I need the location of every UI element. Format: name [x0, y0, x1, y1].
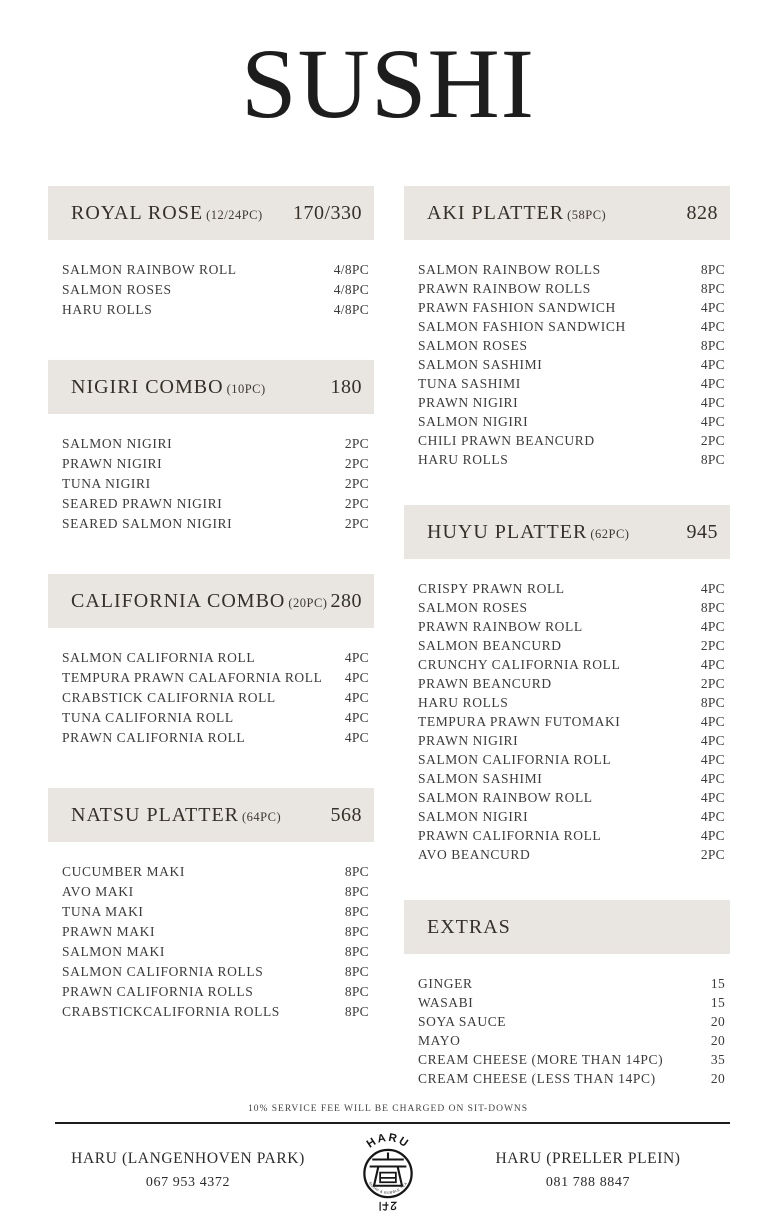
- sushi-menu-page: [0, 30, 776, 1230]
- menu-item-name: PRAWN RAINBOW ROLL: [418, 619, 583, 634]
- menu-item-name: GINGER: [418, 976, 473, 991]
- menu-item: [418, 298, 725, 317]
- footer-divider: [55, 1122, 730, 1124]
- haru-logo: [340, 1128, 436, 1212]
- menu-item-name: SALMON NIGIRI: [62, 436, 173, 451]
- menu-item-qty: 4PC: [700, 828, 725, 843]
- section-title: ROYAL ROSE (12/24PC): [71, 201, 263, 224]
- menu-item-name: TEMPURA PRAWN FUTOMAKI: [418, 714, 621, 729]
- menu-columns: [0, 186, 776, 1088]
- menu-item: [62, 902, 369, 922]
- menu-item-qty: 4PC: [700, 809, 725, 824]
- menu-item: [418, 579, 725, 598]
- section-piece-count: (62PC): [590, 526, 630, 541]
- menu-item-qty: 4PC: [700, 657, 725, 672]
- menu-item-name: SOYA SAUCE: [418, 1014, 507, 1029]
- menu-item: [418, 769, 725, 788]
- menu-item-qty: 4PC: [344, 730, 369, 745]
- menu-item-name: HARU ROLLS: [62, 302, 153, 317]
- menu-item-name: PRAWN CALIFORNIA ROLL: [418, 828, 602, 843]
- section-title: EXTRAS: [427, 915, 511, 938]
- menu-item: [418, 807, 725, 826]
- menu-item-name: SALMON BEANCURD: [418, 638, 562, 653]
- menu-item: [62, 648, 369, 668]
- menu-item: [418, 393, 725, 412]
- menu-item-qty: 2PC: [700, 638, 725, 653]
- menu-section-extras: [404, 900, 730, 1088]
- section-title: HUYU PLATTER (62PC): [427, 520, 630, 543]
- menu-item-qty: 35: [710, 1052, 725, 1067]
- section-title: NIGIRI COMBO (10PC): [71, 375, 266, 398]
- menu-item-name: SALMON NIGIRI: [418, 414, 529, 429]
- section-header-extras: [404, 900, 730, 954]
- menu-item-qty: 4PC: [700, 581, 725, 596]
- menu-item-qty: 8PC: [700, 600, 725, 615]
- menu-item-qty: 8PC: [344, 904, 369, 919]
- menu-item: [418, 731, 725, 750]
- menu-section-aki-platter: [404, 186, 730, 469]
- menu-item: [62, 280, 369, 300]
- menu-item-name: CRISPY PRAWN ROLL: [418, 581, 565, 596]
- menu-item-qty: 8PC: [344, 884, 369, 899]
- menu-section-huyu-platter: [404, 505, 730, 864]
- menu-item: [418, 1012, 725, 1031]
- menu-item-qty: 4PC: [700, 357, 725, 372]
- menu-item-qty: 4PC: [700, 771, 725, 786]
- menu-item: [62, 260, 369, 280]
- menu-item-name: SALMON RAINBOW ROLL: [418, 790, 593, 805]
- section-price: 170/330: [292, 201, 362, 224]
- menu-item: [418, 655, 725, 674]
- menu-item: [62, 708, 369, 728]
- menu-item-name: PRAWN NIGIRI: [62, 456, 163, 471]
- menu-item-qty: 4PC: [700, 300, 725, 315]
- menu-item-qty: 8PC: [700, 262, 725, 277]
- location-langenhoven-park: [36, 1150, 340, 1191]
- menu-item-qty: 4PC: [344, 690, 369, 705]
- menu-item-qty: 4PC: [700, 619, 725, 634]
- menu-item: [418, 974, 725, 993]
- menu-item-name: SEARED SALMON NIGIRI: [62, 516, 233, 531]
- menu-item: [62, 434, 369, 454]
- menu-section-natsu-platter: [48, 788, 374, 1022]
- menu-item: [62, 728, 369, 748]
- menu-item-qty: 8PC: [700, 338, 725, 353]
- menu-item: [62, 300, 369, 320]
- menu-item: [418, 317, 725, 336]
- menu-item-qty: 15: [710, 976, 725, 991]
- menu-item: [62, 922, 369, 942]
- section-items: [48, 648, 374, 748]
- location-name: HARU (PRELLER PLEIN): [495, 1149, 681, 1167]
- menu-item-qty: 4/8PC: [333, 262, 369, 277]
- menu-item-name: SALMON ROSES: [418, 338, 528, 353]
- section-piece-count: (58PC): [567, 207, 607, 222]
- menu-item-name: MAYO: [418, 1033, 461, 1048]
- menu-item-qty: 2PC: [700, 433, 725, 448]
- section-piece-count: (12/24PC): [206, 207, 263, 222]
- menu-item: [418, 260, 725, 279]
- menu-item: [62, 454, 369, 474]
- menu-item-qty: 8PC: [344, 984, 369, 999]
- menu-item-qty: 4PC: [344, 710, 369, 725]
- menu-item-qty: 8PC: [344, 924, 369, 939]
- menu-item-name: CREAM CHEESE (MORE THAN 14PC): [418, 1052, 664, 1067]
- menu-item-name: AVO BEANCURD: [418, 847, 531, 862]
- menu-item-name: CRABSTICK CALIFORNIA ROLL: [62, 690, 276, 705]
- menu-item-name: TUNA MAKI: [62, 904, 144, 919]
- menu-item-name: PRAWN CALIFORNIA ROLL: [62, 730, 246, 745]
- menu-item-name: PRAWN NIGIRI: [418, 395, 519, 410]
- menu-item-qty: 4PC: [700, 414, 725, 429]
- menu-item-qty: 2PC: [700, 847, 725, 862]
- menu-item-name: AVO MAKI: [62, 884, 134, 899]
- section-title: AKI PLATTER (58PC): [427, 201, 607, 224]
- section-items: [48, 260, 374, 320]
- menu-item-qty: 4PC: [700, 376, 725, 391]
- menu-item-name: PRAWN RAINBOW ROLLS: [418, 281, 591, 296]
- section-piece-count: (64PC): [242, 809, 282, 824]
- menu-item-name: CHILI PRAWN BEANCURD: [418, 433, 595, 448]
- menu-item-name: CRABSTICKCALIFORNIA ROLLS: [62, 1004, 280, 1019]
- menu-item-qty: 4PC: [344, 670, 369, 685]
- menu-item-qty: 2PC: [344, 436, 369, 451]
- menu-item-name: SALMON CALIFORNIA ROLL: [418, 752, 612, 767]
- menu-item-qty: 4PC: [700, 790, 725, 805]
- menu-item-name: TEMPURA PRAWN CALAFORNIA ROLL: [62, 670, 323, 685]
- menu-item: [418, 412, 725, 431]
- service-fee-note: 10% SERVICE FEE WILL BE CHARGED ON SIT-DOWNS: [247, 1104, 529, 1114]
- svg-text:HARU: [365, 1132, 412, 1151]
- logo-japanese-haru-text: [380, 1202, 396, 1210]
- section-items: [404, 579, 730, 864]
- menu-item: [418, 788, 725, 807]
- menu-item: [62, 514, 369, 534]
- logo-tagline-text: SUSHI & BUBBLE TEA: [367, 1181, 409, 1195]
- menu-item-name: SALMON MAKI: [62, 944, 165, 959]
- menu-item-name: SALMON RAINBOW ROLL: [62, 262, 237, 277]
- menu-item-name: PRAWN CALIFORNIA ROLLS: [62, 984, 254, 999]
- menu-item-name: PRAWN BEANCURD: [418, 676, 552, 691]
- menu-item: [62, 942, 369, 962]
- menu-item: [418, 826, 725, 845]
- menu-item-qty: 4PC: [700, 733, 725, 748]
- location-name: HARU (LANGENHOVEN PARK): [71, 1149, 305, 1167]
- section-price: 568: [330, 803, 362, 826]
- menu-item-name: SALMON ROSES: [418, 600, 528, 615]
- section-header-nigiri-combo: [48, 360, 374, 414]
- menu-item-qty: 2PC: [344, 456, 369, 471]
- section-price: 945: [686, 520, 718, 543]
- menu-item-name: SALMON SASHIMI: [418, 357, 543, 372]
- menu-item-name: CREAM CHEESE (LESS THAN 14PC): [418, 1071, 656, 1086]
- menu-item-qty: 4/8PC: [333, 302, 369, 317]
- section-piece-count: (20PC): [288, 595, 328, 610]
- menu-item-name: TUNA NIGIRI: [62, 476, 151, 491]
- menu-item-name: CRUNCHY CALIFORNIA ROLL: [418, 657, 621, 672]
- menu-item-name: WASABI: [418, 995, 474, 1010]
- menu-item-name: SALMON RAINBOW ROLLS: [418, 262, 601, 277]
- menu-item: [62, 494, 369, 514]
- menu-item-name: CUCUMBER MAKI: [62, 864, 185, 879]
- menu-item: [418, 355, 725, 374]
- menu-item-qty: 8PC: [700, 281, 725, 296]
- menu-column-right: [404, 186, 730, 1088]
- menu-item-name: PRAWN MAKI: [62, 924, 156, 939]
- menu-item-qty: 8PC: [344, 864, 369, 879]
- menu-item-name: SALMON FASHION SANDWICH: [418, 319, 626, 334]
- section-items: [48, 434, 374, 534]
- menu-item-name: TUNA SASHIMI: [418, 376, 521, 391]
- location-preller-plein: [436, 1150, 740, 1191]
- section-price: 828: [686, 201, 718, 224]
- menu-item: [418, 374, 725, 393]
- section-title: CALIFORNIA COMBO (20PC): [71, 589, 328, 612]
- logo-brand-text: HARU: [364, 1131, 412, 1151]
- logo-kanji-haru-icon: [370, 1153, 407, 1186]
- section-items: [404, 260, 730, 469]
- menu-item-qty: 8PC: [344, 944, 369, 959]
- section-piece-count: (10PC): [226, 381, 266, 396]
- section-header-california-combo: [48, 574, 374, 628]
- footer: [0, 1128, 776, 1212]
- section-price: 280: [330, 589, 362, 612]
- menu-item: [418, 279, 725, 298]
- menu-item: [418, 450, 725, 469]
- menu-item-qty: 2PC: [344, 476, 369, 491]
- menu-item: [418, 598, 725, 617]
- menu-item: [62, 862, 369, 882]
- menu-item-qty: 20: [710, 1033, 725, 1048]
- menu-item-name: SALMON CALIFORNIA ROLL: [62, 650, 256, 665]
- menu-item-name: SALMON CALIFORNIA ROLLS: [62, 964, 264, 979]
- location-phone: 067 953 4372: [145, 1174, 231, 1190]
- menu-item-qty: 2PC: [700, 676, 725, 691]
- menu-item-qty: 4PC: [700, 714, 725, 729]
- menu-item: [62, 668, 369, 688]
- menu-item: [418, 993, 725, 1012]
- menu-item: [418, 336, 725, 355]
- section-header-royal-rose: [48, 186, 374, 240]
- section-header-natsu-platter: [48, 788, 374, 842]
- menu-item: [418, 1050, 725, 1069]
- menu-item-name: PRAWN FASHION SANDWICH: [418, 300, 616, 315]
- menu-item-qty: 8PC: [344, 1004, 369, 1019]
- menu-item-qty: 4PC: [344, 650, 369, 665]
- menu-item: [62, 688, 369, 708]
- menu-item-qty: 20: [710, 1071, 725, 1086]
- menu-item-qty: 4PC: [700, 395, 725, 410]
- menu-item-qty: 20: [710, 1014, 725, 1029]
- menu-item: [62, 474, 369, 494]
- menu-item: [62, 962, 369, 982]
- menu-item: [418, 674, 725, 693]
- menu-item: [62, 982, 369, 1002]
- menu-item: [418, 712, 725, 731]
- menu-item-name: PRAWN NIGIRI: [418, 733, 519, 748]
- menu-item-qty: 2PC: [344, 516, 369, 531]
- menu-item: [62, 882, 369, 902]
- menu-section-california-combo: [48, 574, 374, 748]
- menu-item-qty: 8PC: [700, 695, 725, 710]
- menu-item: [418, 1031, 725, 1050]
- menu-item: [418, 617, 725, 636]
- menu-section-royal-rose: [48, 186, 374, 320]
- menu-item-name: SEARED PRAWN NIGIRI: [62, 496, 223, 511]
- menu-item-name: SALMON ROSES: [62, 282, 172, 297]
- menu-item-qty: 4PC: [700, 752, 725, 767]
- menu-item-qty: 2PC: [344, 496, 369, 511]
- section-title: NATSU PLATTER (64PC): [71, 803, 282, 826]
- menu-item: [418, 693, 725, 712]
- menu-item: [418, 750, 725, 769]
- menu-item-name: HARU ROLLS: [418, 452, 509, 467]
- haru-logo-icon: [346, 1128, 430, 1212]
- menu-item: [62, 1002, 369, 1022]
- menu-item-name: SALMON SASHIMI: [418, 771, 543, 786]
- menu-item-qty: 8PC: [700, 452, 725, 467]
- menu-column-left: [48, 186, 374, 1088]
- menu-item-name: HARU ROLLS: [418, 695, 509, 710]
- location-phone: 081 788 8847: [545, 1174, 631, 1190]
- section-items: [48, 862, 374, 1022]
- section-header-huyu-platter: [404, 505, 730, 559]
- section-price: 180: [330, 375, 362, 398]
- menu-item-qty: 15: [710, 995, 725, 1010]
- page-title: SUSHI: [241, 28, 535, 139]
- menu-item-qty: 8PC: [344, 964, 369, 979]
- menu-item-qty: 4PC: [700, 319, 725, 334]
- menu-item-qty: 4/8PC: [333, 282, 369, 297]
- menu-item: [418, 636, 725, 655]
- menu-item: [418, 1069, 725, 1088]
- menu-item: [418, 845, 725, 864]
- menu-item-name: SALMON NIGIRI: [418, 809, 529, 824]
- section-items: [404, 974, 730, 1088]
- menu-item-name: TUNA CALIFORNIA ROLL: [62, 710, 234, 725]
- menu-section-nigiri-combo: [48, 360, 374, 534]
- menu-item: [418, 431, 725, 450]
- section-header-aki-platter: [404, 186, 730, 240]
